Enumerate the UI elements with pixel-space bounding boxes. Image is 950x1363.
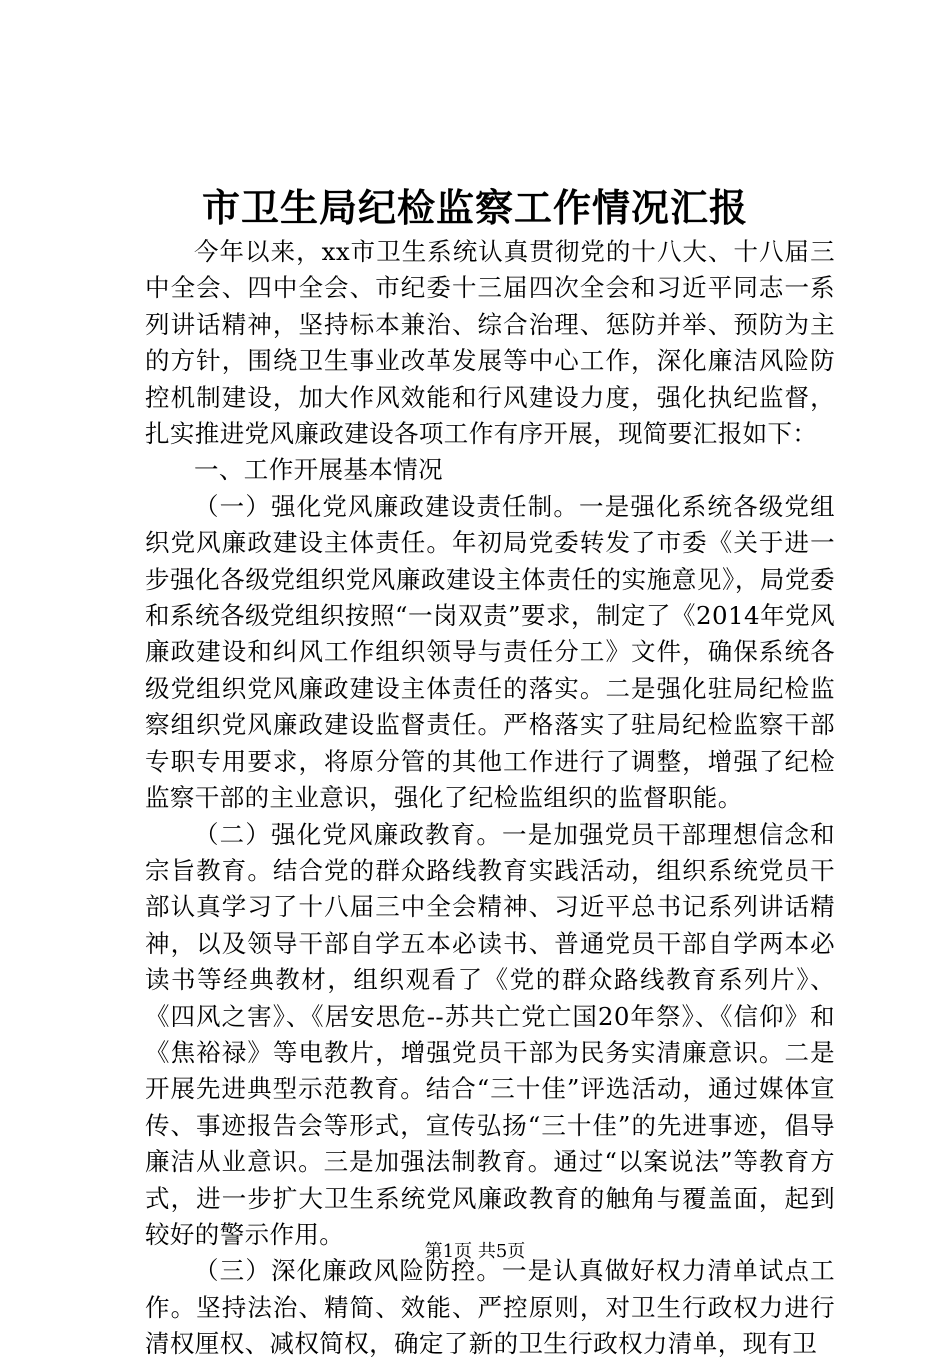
document-title: 市卫生局纪检监察工作情况汇报 — [201, 185, 748, 230]
paragraph-education: （二）强化党风廉政教育。一是加强党员干部理想信念和宗旨教育。结合党的群众路线教育实践活动，组织系统党员干部认真学习了十八届三中全会精神、习近平总书记系列讲话精神，以及领导干部自学五本必读书、普通党员干部自学两本必读书等经典教材，组织观看了《党的群众路线教育系列片》、《四风之害》、《居安思危--苏共亡党亡国20年祭》、《信仰》和《焦裕禄》等电教片，增强党员干部为民务实清廉意识。二是开展先进典型示范教育。结合“三十佳”评选活动，通过媒体宣传、事迹报告会等形式，宣传弘扬“三十佳”的先进事迹，倡导廉洁从业意识。三是加强法制教育。通过“以案说法”等教育方式，进一步扩大卫生系统党风廉政教育的触角与覆盖面，起到较好的警示作用。 — [145, 819, 835, 1249]
paragraph-responsibility: （一）强化党风廉政建设责任制。一是强化系统各级党组织党风廉政建设主体责任。年初局党委转发了市委《关于进一步强化各级党组织党风廉政建设主体责任的实施意见》，局党委和系统各级党组织按照“一岗双责”要求，制定了《2014年党风廉政建设和纠风工作组织领导与责任分工》文件，确保系统各级党组织党风廉政建设主体责任的落实。二是强化驻局纪检监察组织党风廉政建设监督责任。严格落实了驻局纪检监察干部专职专用要求，将原分管的其他工作进行了调整，增强了纪检监察干部的主业意识，强化了纪检监组织的监督职能。 — [145, 491, 835, 813]
paragraph-risk-control: （三）深化廉政风险防控。一是认真做好权力清单试点工作。坚持法治、精简、效能、严控原则，对卫生行政权力进行清权厘权、减权简权，确定了新的卫生行政权力清单，现有卫 — [145, 1256, 835, 1359]
page-footer: 第1页 共5页 — [424, 1241, 526, 1262]
document-body — [145, 234, 835, 1363]
paragraph-intro: 今年以来，xx市卫生系统认真贯彻党的十八大、十八届三中全会、四中全会、市纪委十三届四次全会和习近平同志一系列讲话精神，坚持标本兼治、综合治理、惩防并举、预防为主的方针，围绕卫生事业改革发展等中心工作，深化廉洁风险防控机制建设，加大作风效能和行风建设力度，强化执纪监督，扎实推进党风廉政建设各项工作有序开展，现简要汇报如下： — [145, 237, 835, 449]
section-heading: 一、工作开展基本情况 — [194, 455, 443, 485]
